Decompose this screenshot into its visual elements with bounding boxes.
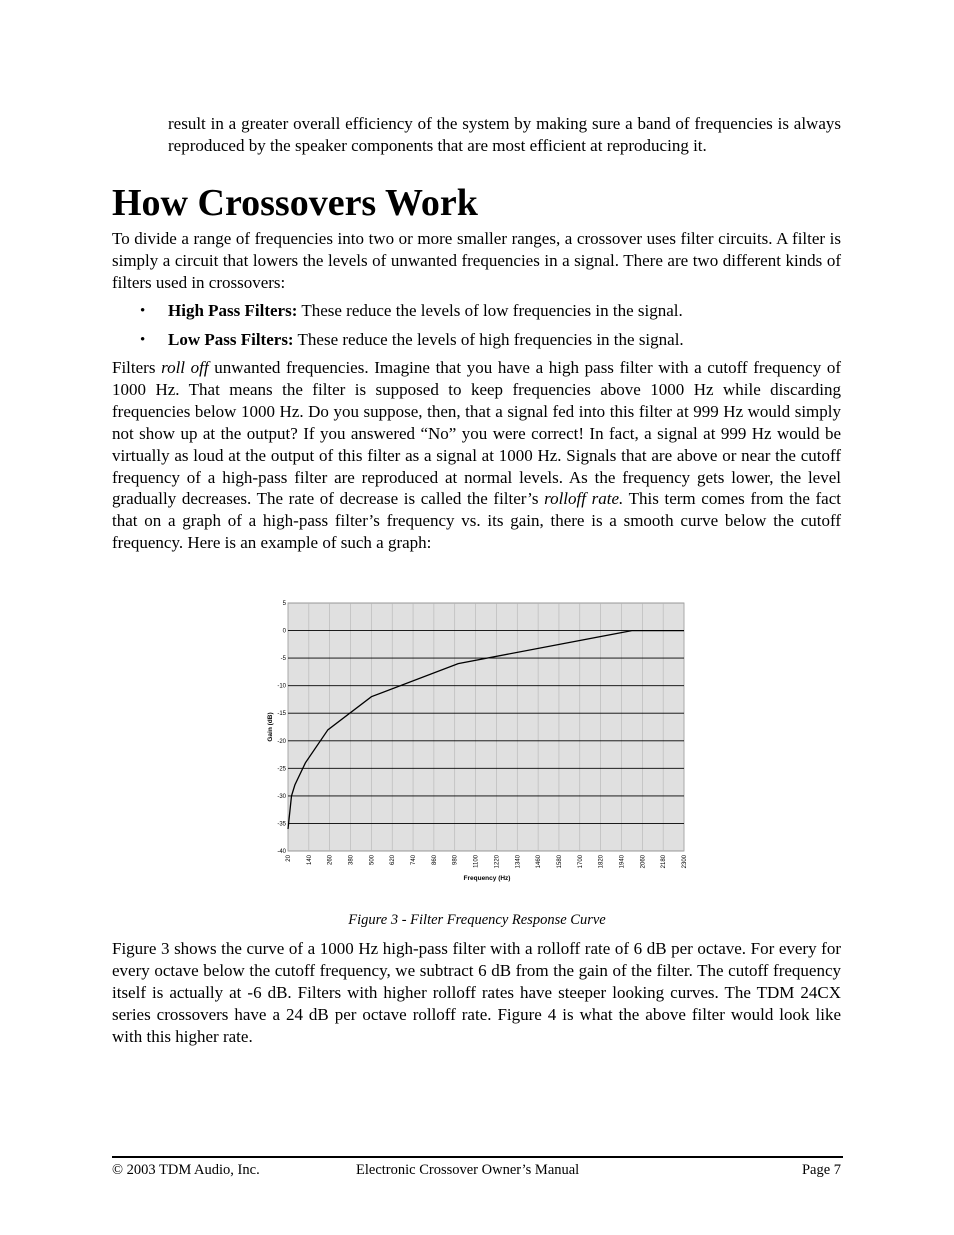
y-tick-label: -20 xyxy=(277,738,286,745)
frequency-response-chart xyxy=(255,590,700,890)
footer-page-number: Page 7 xyxy=(801,1162,841,1178)
footer-rule xyxy=(112,1156,843,1158)
y-tick-label: -10 xyxy=(277,683,286,690)
x-tick-label: 2060 xyxy=(640,855,647,869)
bullet-description: These reduce the levels of low frequencies in the signal. xyxy=(297,301,683,320)
bullet-label: Low Pass Filters: xyxy=(168,330,294,349)
y-tick-label: -40 xyxy=(277,849,286,855)
section-heading: How Crossovers Work xyxy=(112,182,478,224)
y-tick-label: -35 xyxy=(277,821,286,828)
x-tick-label: 20 xyxy=(286,855,292,862)
bullet-label: High Pass Filters: xyxy=(168,301,298,320)
emphasis-rolloff-rate: rolloff rate. xyxy=(544,489,624,509)
x-axis-label: Frequency (Hz) xyxy=(463,875,511,882)
x-tick-label: 980 xyxy=(452,855,459,866)
footer-title: Electronic Crossover Owner’s Manual xyxy=(356,1162,580,1178)
y-tick-labels xyxy=(277,601,286,855)
bullet-description: These reduce the levels of high frequencies in the signal. xyxy=(293,330,684,349)
text-run: unwanted frequencies. Imagine that you have a high pass filter with a cutoff frequency of 1000 Hz. That means the filter is supposed to keep frequencies above 1000 Hz while discarding frequencies below 1000 Hz. Do you suppose, then, that a signal fed into this filter at 999 Hz would simply not show up at the output? If you answered “No” you were correct! In fact, a signal at 999 Hz would be virtually as loud at the output of this filter as a signal at 1000 Hz. Signals that are above or near the cutoff frequency of a high-pass filter are reproduced at normal levels. As the frequency gets lower, the level gradually decreases. The rate of decrease is called the filter’s xyxy=(112,358,841,509)
x-tick-label: 260 xyxy=(327,855,334,866)
x-tick-label: 1100 xyxy=(473,855,480,868)
y-axis-label: Gain (dB) xyxy=(267,712,274,742)
y-tick-label: -5 xyxy=(280,656,286,663)
x-tick-label: 1220 xyxy=(494,855,501,869)
plot-area xyxy=(288,603,684,851)
bullet-text xyxy=(168,329,684,351)
x-tick-label: 380 xyxy=(348,855,355,866)
emphasis-roll-off: roll off xyxy=(161,358,209,377)
x-tick-label: 860 xyxy=(431,855,438,866)
x-tick-label: 620 xyxy=(390,855,397,866)
body-paragraph-figure3: Figure 3 shows the curve of a 1000 Hz high-pass filter with a rolloff rate of 6 dB per octave. For every for every octave below the cutoff frequency, we subtract 6 dB from the gain of the filter. The cutoff frequency itself is actually at -6 dB. Filters with higher rolloff rates have steeper looking curves. The TDM 24CX series crossovers have a 24 dB per octave rolloff rate. Figure 4 is what the above filter would look like with this higher rate. xyxy=(112,939,841,1046)
bullet-dot-icon: • xyxy=(140,303,146,319)
x-tick-label: 1460 xyxy=(536,855,543,869)
x-tick-label: 1820 xyxy=(598,855,605,869)
text-run: This term comes from the fact that on a graph of a high-pass filter’s frequency vs. its gain, there is a smooth curve below the cutoff frequency. Here is an example of such a graph: xyxy=(112,489,841,553)
y-tick-label: 0 xyxy=(282,628,286,635)
figure-caption: Figure 3 - Filter Frequency Response Curve xyxy=(348,912,606,928)
x-tick-label: 1340 xyxy=(515,855,522,869)
x-tick-label: 500 xyxy=(369,855,376,866)
footer-copyright: © 2003 TDM Audio, Inc. xyxy=(112,1162,260,1178)
y-tick-label: -30 xyxy=(277,793,286,800)
x-tick-label: 740 xyxy=(411,855,418,866)
x-tick-label: 1580 xyxy=(556,855,563,869)
x-tick-label: 2180 xyxy=(661,855,668,869)
bullet-text xyxy=(168,300,683,322)
x-tick-label: 1700 xyxy=(577,855,584,869)
x-tick-label: 2300 xyxy=(682,855,688,869)
x-tick-label: 140 xyxy=(306,855,313,866)
x-tick-label: 1940 xyxy=(619,855,626,869)
body-paragraph-filters: To divide a range of frequencies into two or more smaller ranges, a crossover uses filter circuits. A filter is simply a circuit that lowers the levels of unwanted frequencies in a signal. There are two different kinds of filters used in crossovers: xyxy=(112,229,841,292)
y-tick-label: -15 xyxy=(277,711,286,718)
body-paragraph-rolloff xyxy=(112,357,841,554)
bullet-dot-icon: • xyxy=(140,332,146,348)
y-tick-label: -25 xyxy=(277,766,286,773)
text-run: Filters xyxy=(112,358,162,377)
intro-paragraph: result in a greater overall efficiency of the system by making sure a band of frequencies is always reproduced by the speaker components that are most efficient at reproducing it. xyxy=(168,114,841,155)
x-tick-labels xyxy=(286,854,688,868)
y-tick-label: 5 xyxy=(282,601,286,607)
